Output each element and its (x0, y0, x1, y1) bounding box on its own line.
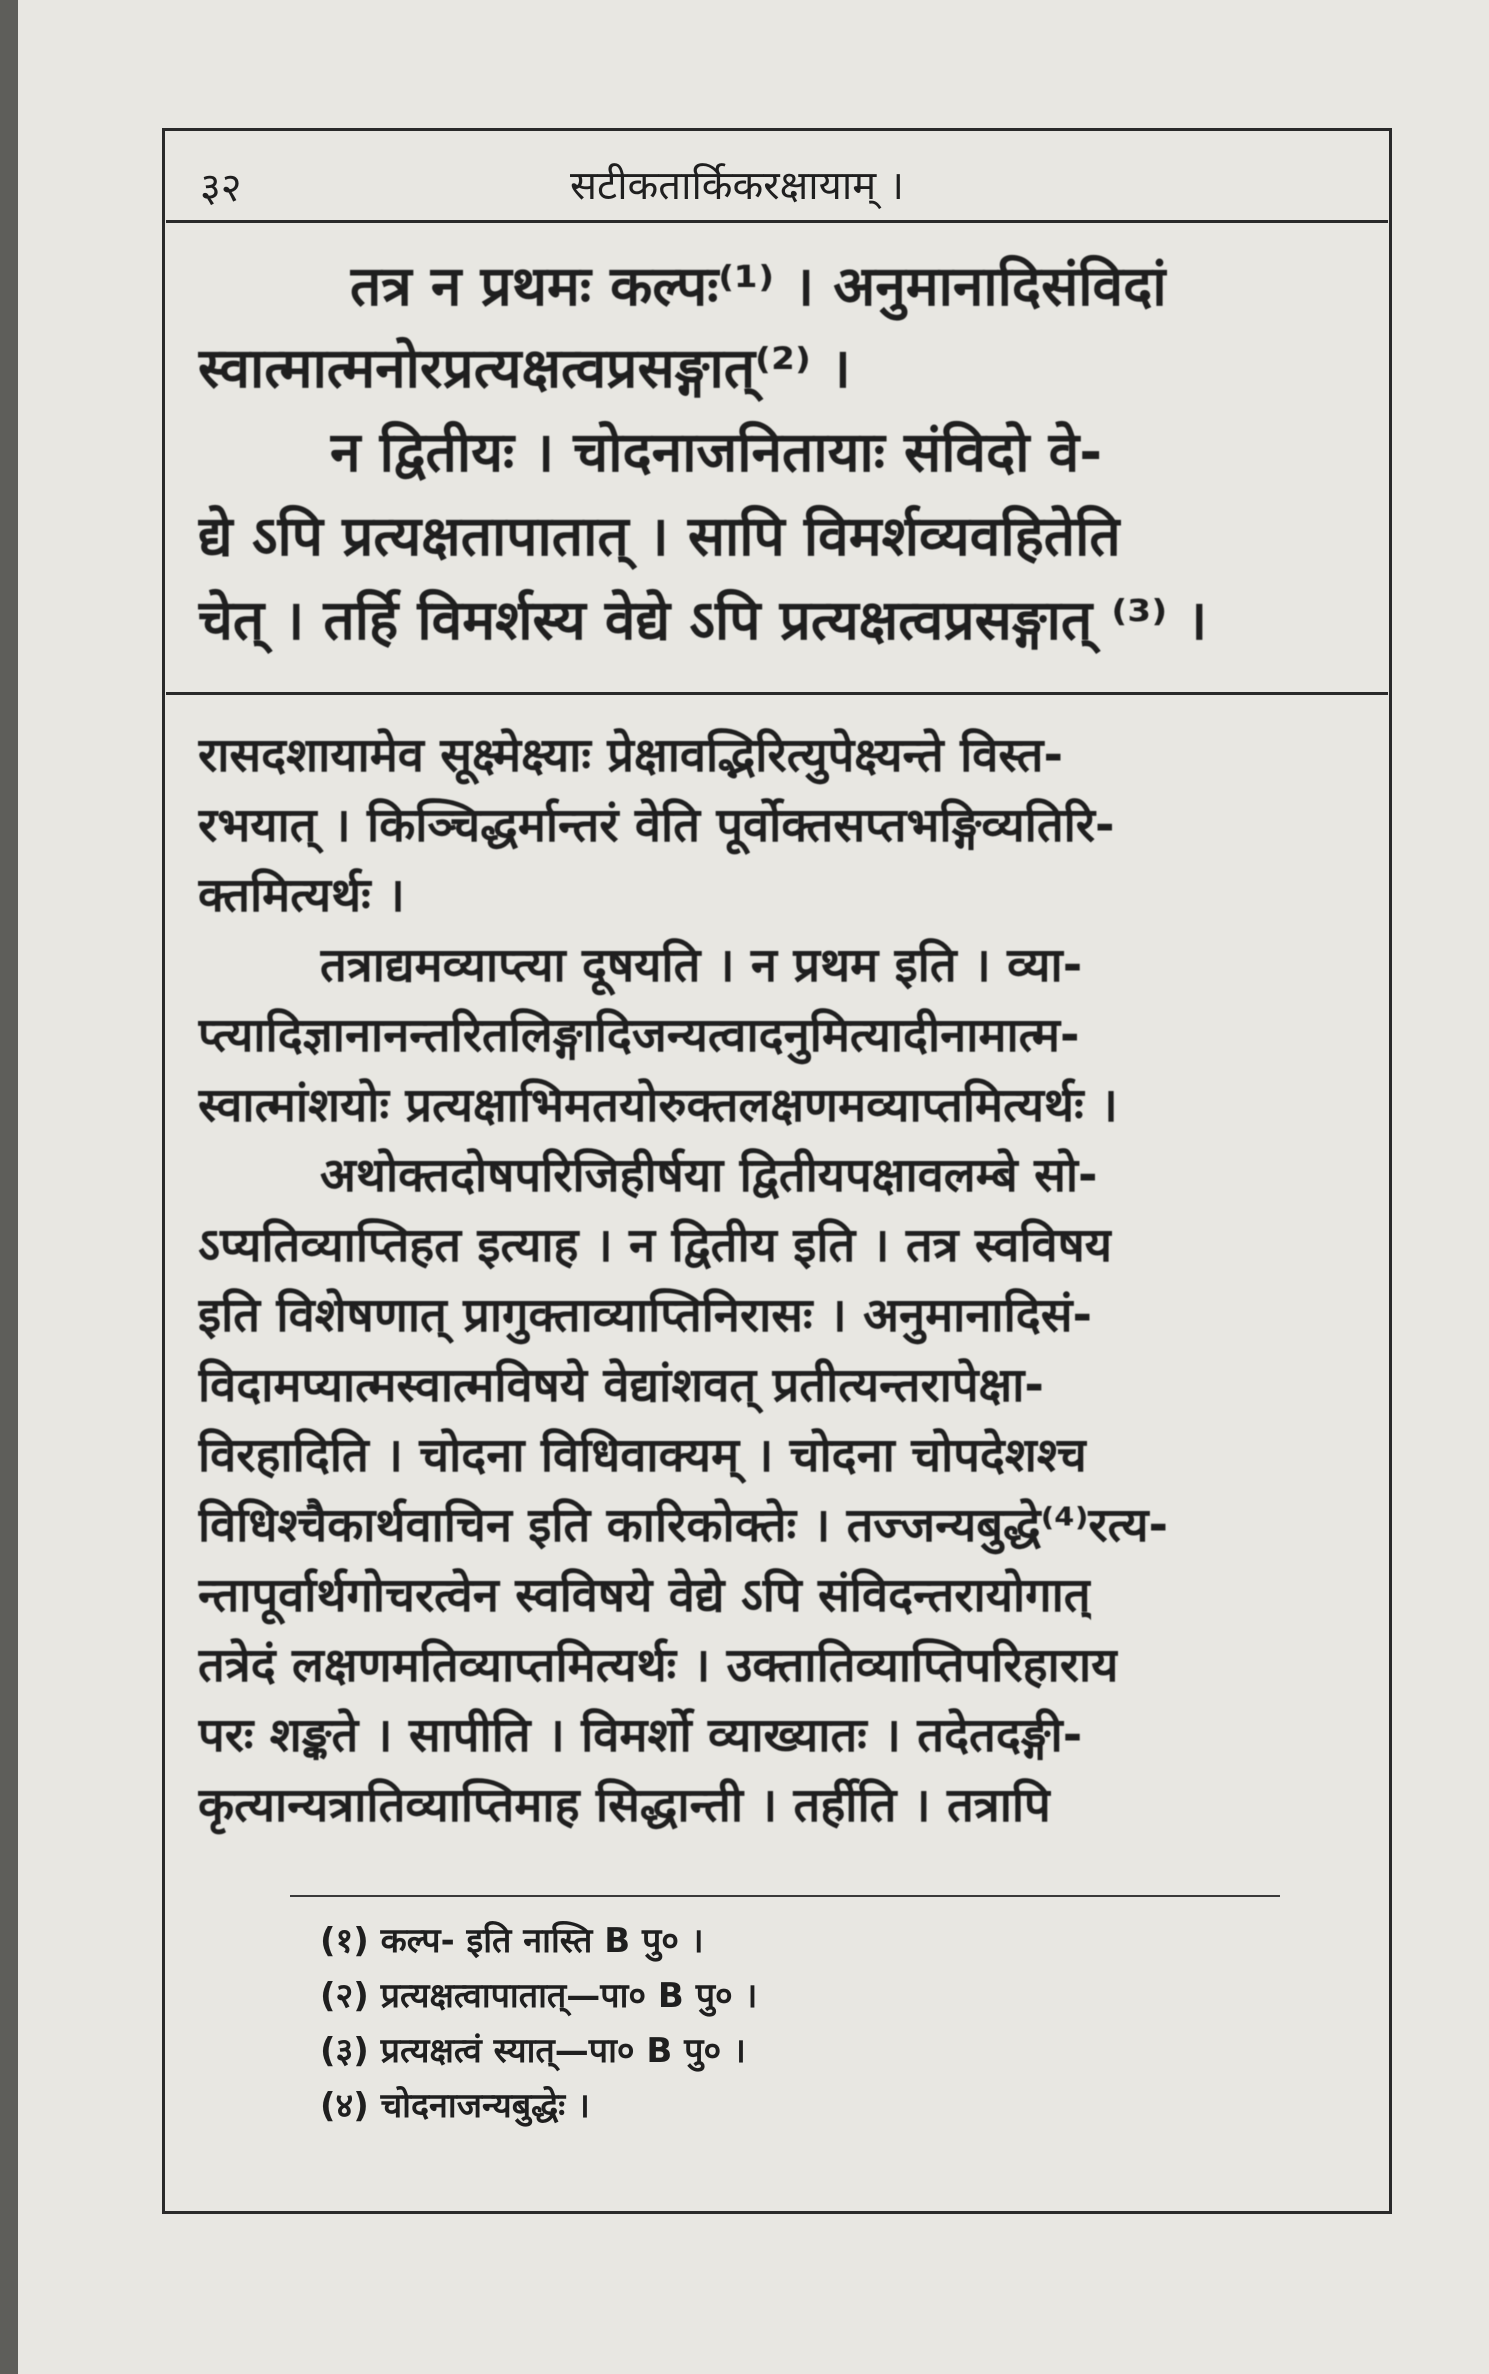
section-divider-rule (166, 692, 1388, 695)
main-text-line: तत्र न प्रथमः कल्पः⁽¹⁾ । अनुमानादिसंविदां (350, 254, 1167, 318)
footnote-rule (290, 1895, 1280, 1897)
commentary-line: विदामप्यात्मस्वात्मविषये वेद्यांशवत् प्रतीत्यन्तरापेक्षा- (198, 1358, 1044, 1413)
footnote-line: (४) चोदनाजन्यबुद्धेः । (320, 2086, 590, 2126)
page-header (170, 150, 1380, 220)
commentary-line: स्वात्मांशयोः प्रत्यक्षाभिमतयोरुक्तलक्षणमव्याप्तमित्यर्थः । (198, 1078, 1118, 1133)
main-text-line: चेत् । तर्हि विमर्शस्य वेद्ये ऽपि प्रत्यक्षत्वप्रसङ्गात् ⁽³⁾ । (198, 588, 1208, 652)
commentary-line: ऽप्यतिव्याप्तिहत इत्याह । न द्वितीय इति । तत्र स्वविषय (198, 1218, 1113, 1273)
commentary-line: अथोक्तदोषपरिजिहीर्षया द्वितीयपक्षावलम्बे सो- (320, 1148, 1098, 1203)
book-spine-edge (0, 0, 18, 2374)
footnote-line: (२) प्रत्यक्षत्वापातात्—पा० B पु० । (320, 1976, 758, 2016)
commentary-line: परः शङ्कते । सापीति । विमर्शो व्याख्यातः । तदेतदङ्गी- (198, 1708, 1083, 1763)
main-text-line: द्ये ऽपि प्रत्यक्षतापातात् । सापि विमर्शव्यवहितेति (198, 504, 1121, 568)
running-title: सटीकतार्किकरक्षायाम् । (570, 163, 904, 209)
commentary-line: इति विशेषणात् प्रागुक्ताव्याप्तिनिरासः । अनुमानादिसं- (198, 1288, 1093, 1343)
main-text-line: स्वात्मात्मनोरप्रत्यक्षत्वप्रसङ्गात्⁽²⁾ । (198, 336, 851, 400)
commentary-line: क्तमित्यर्थः । (198, 868, 405, 923)
commentary-line: तत्राद्यमव्याप्त्या दूषयति । न प्रथम इति । व्या- (320, 938, 1083, 993)
header-rule (166, 220, 1388, 223)
commentary-line: विधिश्चैकार्थवाचिन इति कारिकोक्तेः । तज्जन्यबुद्धे⁽⁴⁾रत्य- (198, 1498, 1168, 1553)
commentary-line: कृत्यान्यत्रातिव्याप्तिमाह सिद्धान्ती । तर्हीति । तत्रापि (198, 1778, 1051, 1833)
footnote-line: (३) प्रत्यक्षत्वं स्यात्—पा० B पु० । (320, 2031, 746, 2071)
commentary-line: रभयात् । किञ्चिद्धर्मान्तरं वेति पूर्वोक्तसप्तभङ्गिव्यतिरि- (198, 798, 1115, 853)
main-text-line: न द्वितीयः । चोदनाजनितायाः संविदो वे- (330, 420, 1103, 484)
page-number: ३२ (200, 165, 242, 211)
commentary-line: विरहादिति । चोदना विधिवाक्यम् । चोदना चोपदेशश्च (198, 1428, 1087, 1483)
commentary-line: रासदशायामेव सूक्ष्मेक्ष्याः प्रेक्षावद्भिरित्युपेक्ष्यन्ते विस्त- (198, 728, 1063, 783)
commentary-line: प्त्यादिज्ञानानन्तरितलिङ्गादिजन्यत्वादनुमित्यादीनामात्म- (198, 1008, 1080, 1063)
footnote-line: (१) कल्प- इति नास्ति B पु० । (320, 1921, 704, 1961)
commentary-line: न्तापूर्वार्थगोचरत्वेन स्वविषये वेद्ये ऽपि संविदन्तरायोगात् (198, 1568, 1091, 1623)
commentary-line: तत्रेदं लक्षणमतिव्याप्तमित्यर्थः । उक्तातिव्याप्तिपरिहाराय (198, 1638, 1119, 1693)
